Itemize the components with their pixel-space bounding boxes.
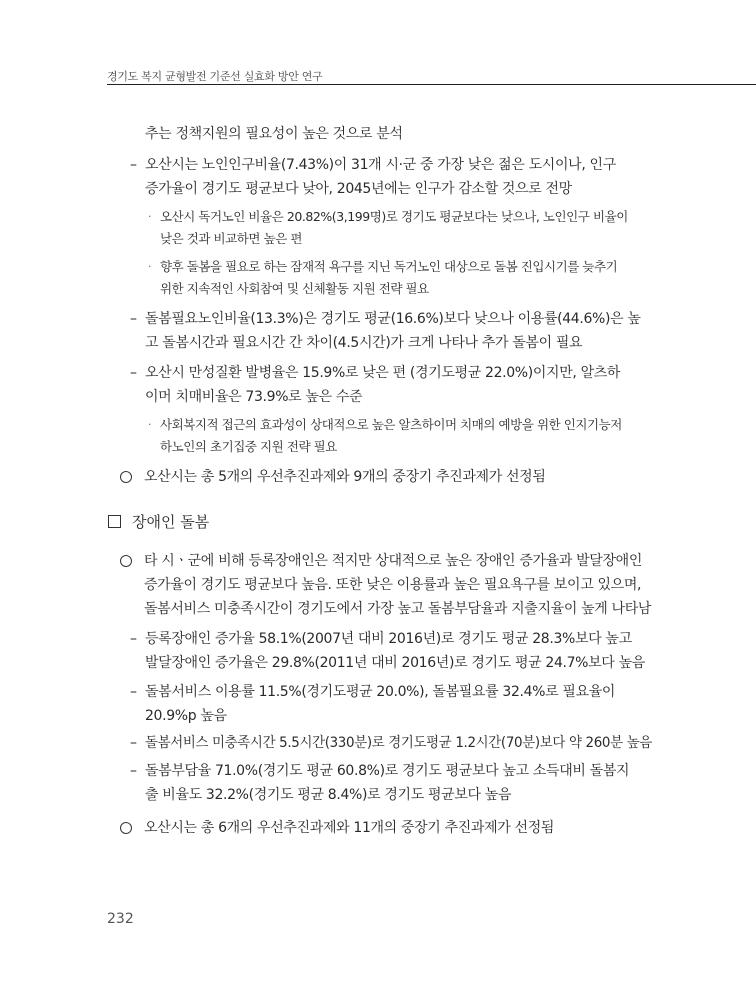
text-line: 하노인의 초기집중 지원 전략 필요 — [160, 439, 337, 454]
text-line: 돌봄필요노인비율(13.3%)은 경기도 평균(16.6%)보다 낮으나 이용률(44.6%)은 높 — [145, 311, 641, 327]
dash-bullet: – — [130, 684, 137, 700]
dash-bullet: – — [130, 311, 137, 327]
text-line: 돌봄부담율 71.0%(경기도 평균 60.8%)로 경기도 평균보다 높고 소득대비 돌봄지 — [145, 763, 630, 779]
text-line: 고 돌봄시간과 필요시간 간 차이(4.5시간)가 크게 나타나 추가 돌봄이 필요 — [145, 335, 583, 351]
text-line: 오산시 만성질환 발병율은 15.9%로 낮은 편 (경기도평균 22.0%)이지만, 알츠하 — [145, 365, 621, 381]
dot-bullet: · — [148, 210, 152, 223]
text-line: 낮은 것과 비교하면 높은 편 — [160, 231, 302, 246]
dash-bullet: – — [130, 157, 137, 173]
circle-bullet-icon — [120, 822, 132, 834]
text-line: 발달장애인 증가율은 29.8%(2011년 대비 2016년)로 경기도 평균 24.7%보다 높음 — [145, 655, 645, 671]
text-line: 오산시는 총 6개의 우선추진과제와 11개의 중장기 추진과제가 선정됨 — [144, 820, 555, 836]
text-line: 돌봄서비스 이용률 11.5%(경기도평균 20.0%), 돌봄필요률 32.4%로 필요율이 — [145, 684, 616, 700]
text-line: 오산시는 노인인구비율(7.43%)이 31개 시·군 중 가장 낮은 젊은 도시이나, 인구 — [145, 157, 616, 173]
circle-bullet-icon — [120, 555, 132, 567]
running-header: 경기도 복지 균형발전 기준선 실효화 방안 연구 — [107, 70, 323, 83]
dash-bullet: – — [130, 735, 137, 751]
square-bullet-icon — [108, 515, 121, 528]
text-line: 향후 돌봄을 필요로 하는 잠재적 욕구를 지닌 독거노인 대상으로 돌봄 진입시기를 늦추기 — [160, 259, 618, 274]
section-title: 장애인 돌봄 — [132, 513, 210, 531]
text-line: 이머 치매비율은 73.9%로 높은 수준 — [145, 389, 363, 405]
header-rule — [107, 84, 756, 85]
dash-bullet: – — [130, 365, 137, 381]
dot-bullet: · — [148, 260, 152, 273]
text-line: 증가율이 경기도 평균보다 낮아, 2045년에는 인구가 감소할 것으로 전망 — [145, 181, 572, 197]
text-line: 추는 정책지원의 필요성이 높은 것으로 분석 — [145, 126, 403, 142]
text-line: 사회복지적 접근의 효과성이 상대적으로 높은 알츠하이머 치매의 예방을 위한 인지기능저 — [160, 417, 622, 432]
text-line: 위한 지속적인 사회참여 및 신체활동 지원 전략 필요 — [160, 281, 429, 296]
dash-bullet: – — [130, 763, 137, 779]
text-line: 돌봄서비스 미충족시간이 경기도에서 가장 높고 돌봄부담율과 지출지율이 높게 나타남 — [144, 601, 652, 617]
dash-bullet: – — [130, 631, 137, 647]
text-line: 증가율이 경기도 평균보다 높음. 또한 낮은 이용률과 높은 필요욕구를 보이고 있으며, — [144, 577, 642, 593]
circle-bullet-icon — [120, 471, 132, 483]
text-line: 출 비율도 32.2%(경기도 평균 8.4%)로 경기도 평균보다 높음 — [145, 787, 512, 803]
text-line: 20.9%p 높음 — [145, 708, 227, 724]
page-number: 232 — [107, 911, 134, 927]
text-line: 돌봄서비스 미충족시간 5.5시간(330분)로 경기도평균 1.2시간(70분)보다 약 260분 높음 — [145, 735, 652, 751]
text-line: 타 시ㆍ군에 비해 등록장애인은 적지만 상대적으로 높은 장애인 증가율과 발달장애인 — [144, 553, 642, 569]
text-line: 오산시는 총 5개의 우선추진과제와 9개의 중장기 추진과제가 선정됨 — [144, 469, 546, 485]
text-line: 오산시 독거노인 비율은 20.82%(3,199명)로 경기도 평균보다는 낮으나, 노인인구 비율이 — [160, 209, 628, 224]
dot-bullet: · — [148, 418, 152, 431]
text-line: 등록장애인 증가율 58.1%(2007년 대비 2016년)로 경기도 평균 28.3%보다 높고 — [145, 631, 632, 647]
